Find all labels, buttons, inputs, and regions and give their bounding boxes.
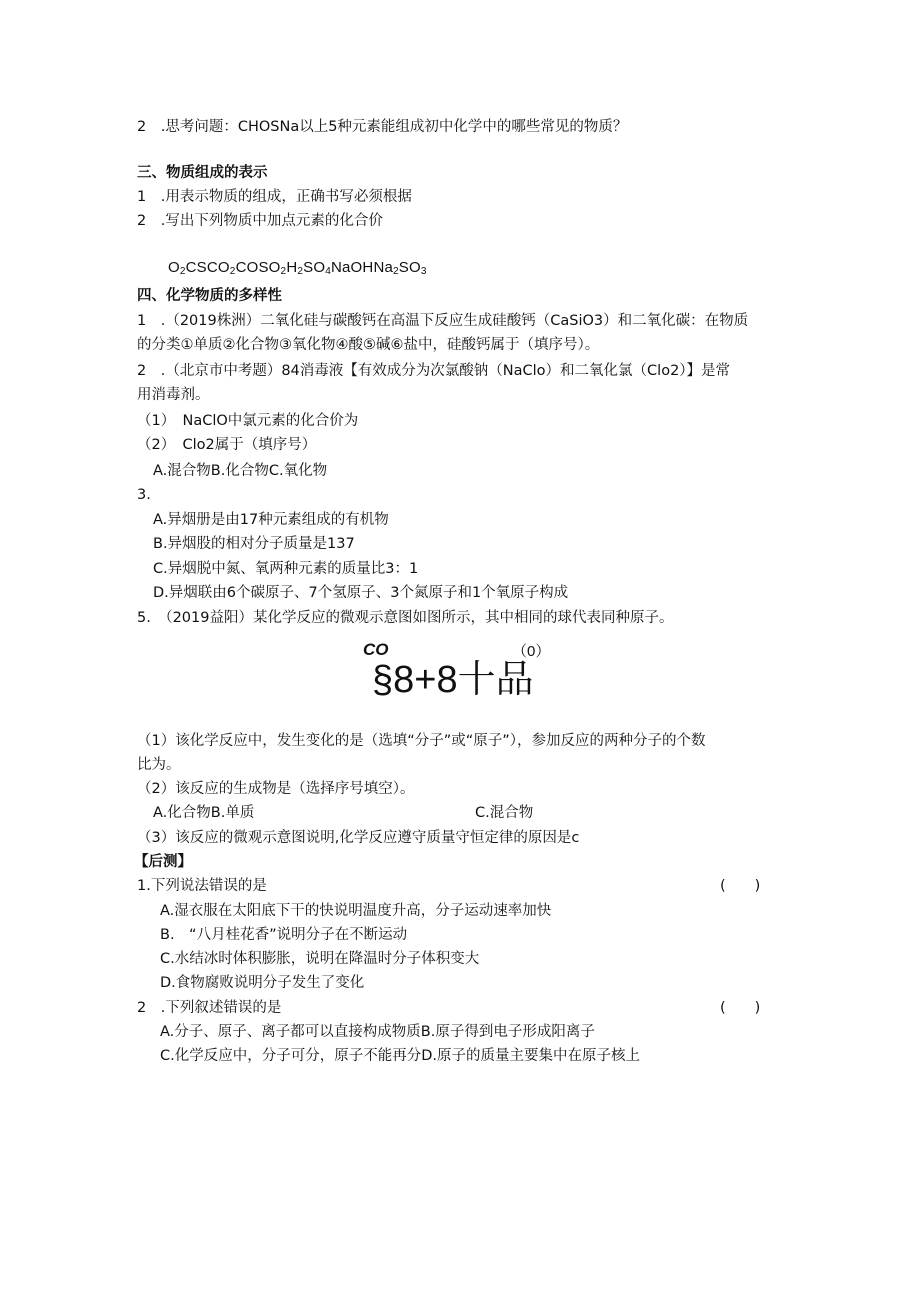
posttest-title: 【后测】 (134, 854, 192, 870)
s4-q1-line1: 1 .（2019株洲）二氧化硅与碳酸钙在高温下反应生成硅酸钙（CaSiO3）和二氧化碳：在物质 (137, 313, 749, 329)
posttest-q2-answer-paren: ( ) (720, 1000, 761, 1016)
s4-q3-option-b: B.异烟股的相对分子质量是137 (153, 536, 355, 552)
s4-q3-option-d: D.异烟联由6个碳原子、7个氢原子、3个氮原子和1个氧原子构成 (153, 585, 569, 601)
formula-co: CO (235, 259, 259, 276)
formula-na2so3: $Na_2SO_3$ (373, 259, 427, 277)
s4-q5: 5. （2019益阳）某化学反应的微观示意图如图所示，其中相同的球代表同种原子。 (137, 610, 674, 626)
section-3-title: 三、物质组成的表示 (137, 165, 268, 181)
posttest-q1-option-b: B. “八月桂花香”说明分子在不断运动 (160, 927, 408, 943)
formula-so2: $SO_2$ (258, 259, 287, 277)
s4-q2-sub1: （1） NaClO中氯元素的化合价为 (137, 413, 359, 429)
formula-co2: $CO_2$ (206, 259, 236, 277)
s4-q2-options: A.混合物B.化合物C.氧化物 (153, 463, 328, 479)
s4-q5-sub1-line1: （1）该化学反应中，发生变化的是（选填“分子”或“原子”），参加反应的两种分子的个数 (137, 733, 706, 749)
posttest-q2-options-cd: C.化学反应中，分子可分，原子不能再分D.原子的质量主要集中在原子核上 (160, 1048, 641, 1064)
s4-q5-sub1-line2: 比为。 (137, 757, 181, 773)
posttest-q1-answer-paren: ( ) (720, 878, 761, 894)
section-4-title: 四、化学物质的多样性 (137, 288, 282, 304)
posttest-q1-option-a: A.湿衣服在太阳底下干的快说明温度升高，分子运动速率加快 (160, 903, 552, 919)
s4-q3-option-c: C.异烟脱中氮、氧两种元素的质量比3：1 (153, 561, 419, 577)
diagram-top-left-label: CO (363, 640, 389, 659)
formula-naoh: NaOH (330, 259, 374, 276)
posttest-q2-options-ab: A.分子、原子、离子都可以直接构成物质B.原子得到电子形成阳离子 (160, 1024, 595, 1040)
s4-q5-sub2: （2）该反应的生成物是（选择序号填空）。 (137, 781, 415, 797)
posttest-q2: 2 .下列叙述错误的是 (137, 1000, 282, 1016)
formula-o2: $O_2$ (168, 259, 186, 277)
s4-q5-sub2-option-c: C.混合物 (475, 805, 534, 821)
s4-q2-sub2: （2） Clo2属于（填序号） (137, 437, 317, 453)
formula-cs: CS (185, 259, 207, 276)
question-think: 2 .思考问题：CHOSNa以上5种元素能组成初中化学中的哪些常见的物质？ (137, 119, 628, 135)
s4-q2-line2: 用消毒剂。 (137, 387, 210, 403)
section-3-item-2: 2 .写出下列物质中加点元素的化合价 (137, 213, 383, 229)
posttest-q1-option-d: D.食物腐败说明分子发生了变化 (160, 975, 365, 991)
s4-q5-sub3: （3）该反应的微观示意图说明,化学反应遵守质量守恒定律的原因是c (137, 830, 580, 846)
s4-q5-sub2-options-ab: A.化合物B.单质 (153, 805, 255, 821)
diagram-top-right-label: （0） (512, 643, 551, 660)
posttest-q1: 1.下列说法错误的是 (137, 878, 267, 894)
reaction-diagram: §8+8十品 (372, 659, 534, 701)
s4-q3-number: 3. (137, 487, 151, 503)
s4-q1-line2: 的分类①单质②化合物③氧化物④酸⑤碱⑥盐中，硅酸钙属于（填序号）。 (137, 337, 600, 353)
s4-q3-option-a: A.异烟册是由17种元素组成的有机物 (153, 512, 389, 528)
posttest-q1-option-c: C.水结冰时体积膨胀，说明在降温时分子体积变大 (160, 951, 480, 967)
s4-q2-line1: 2 .（北京市中考题）84消毒液【有效成分为次氯酸钠（NaClo）和二氧化氯（Clo2）】是常 (137, 363, 731, 379)
formula-list (168, 258, 427, 278)
section-3-item-1: 1 .用表示物质的组成，正确书写必须根据 (137, 189, 412, 205)
formula-h2so4: $H_2SO_4$ (286, 259, 331, 277)
